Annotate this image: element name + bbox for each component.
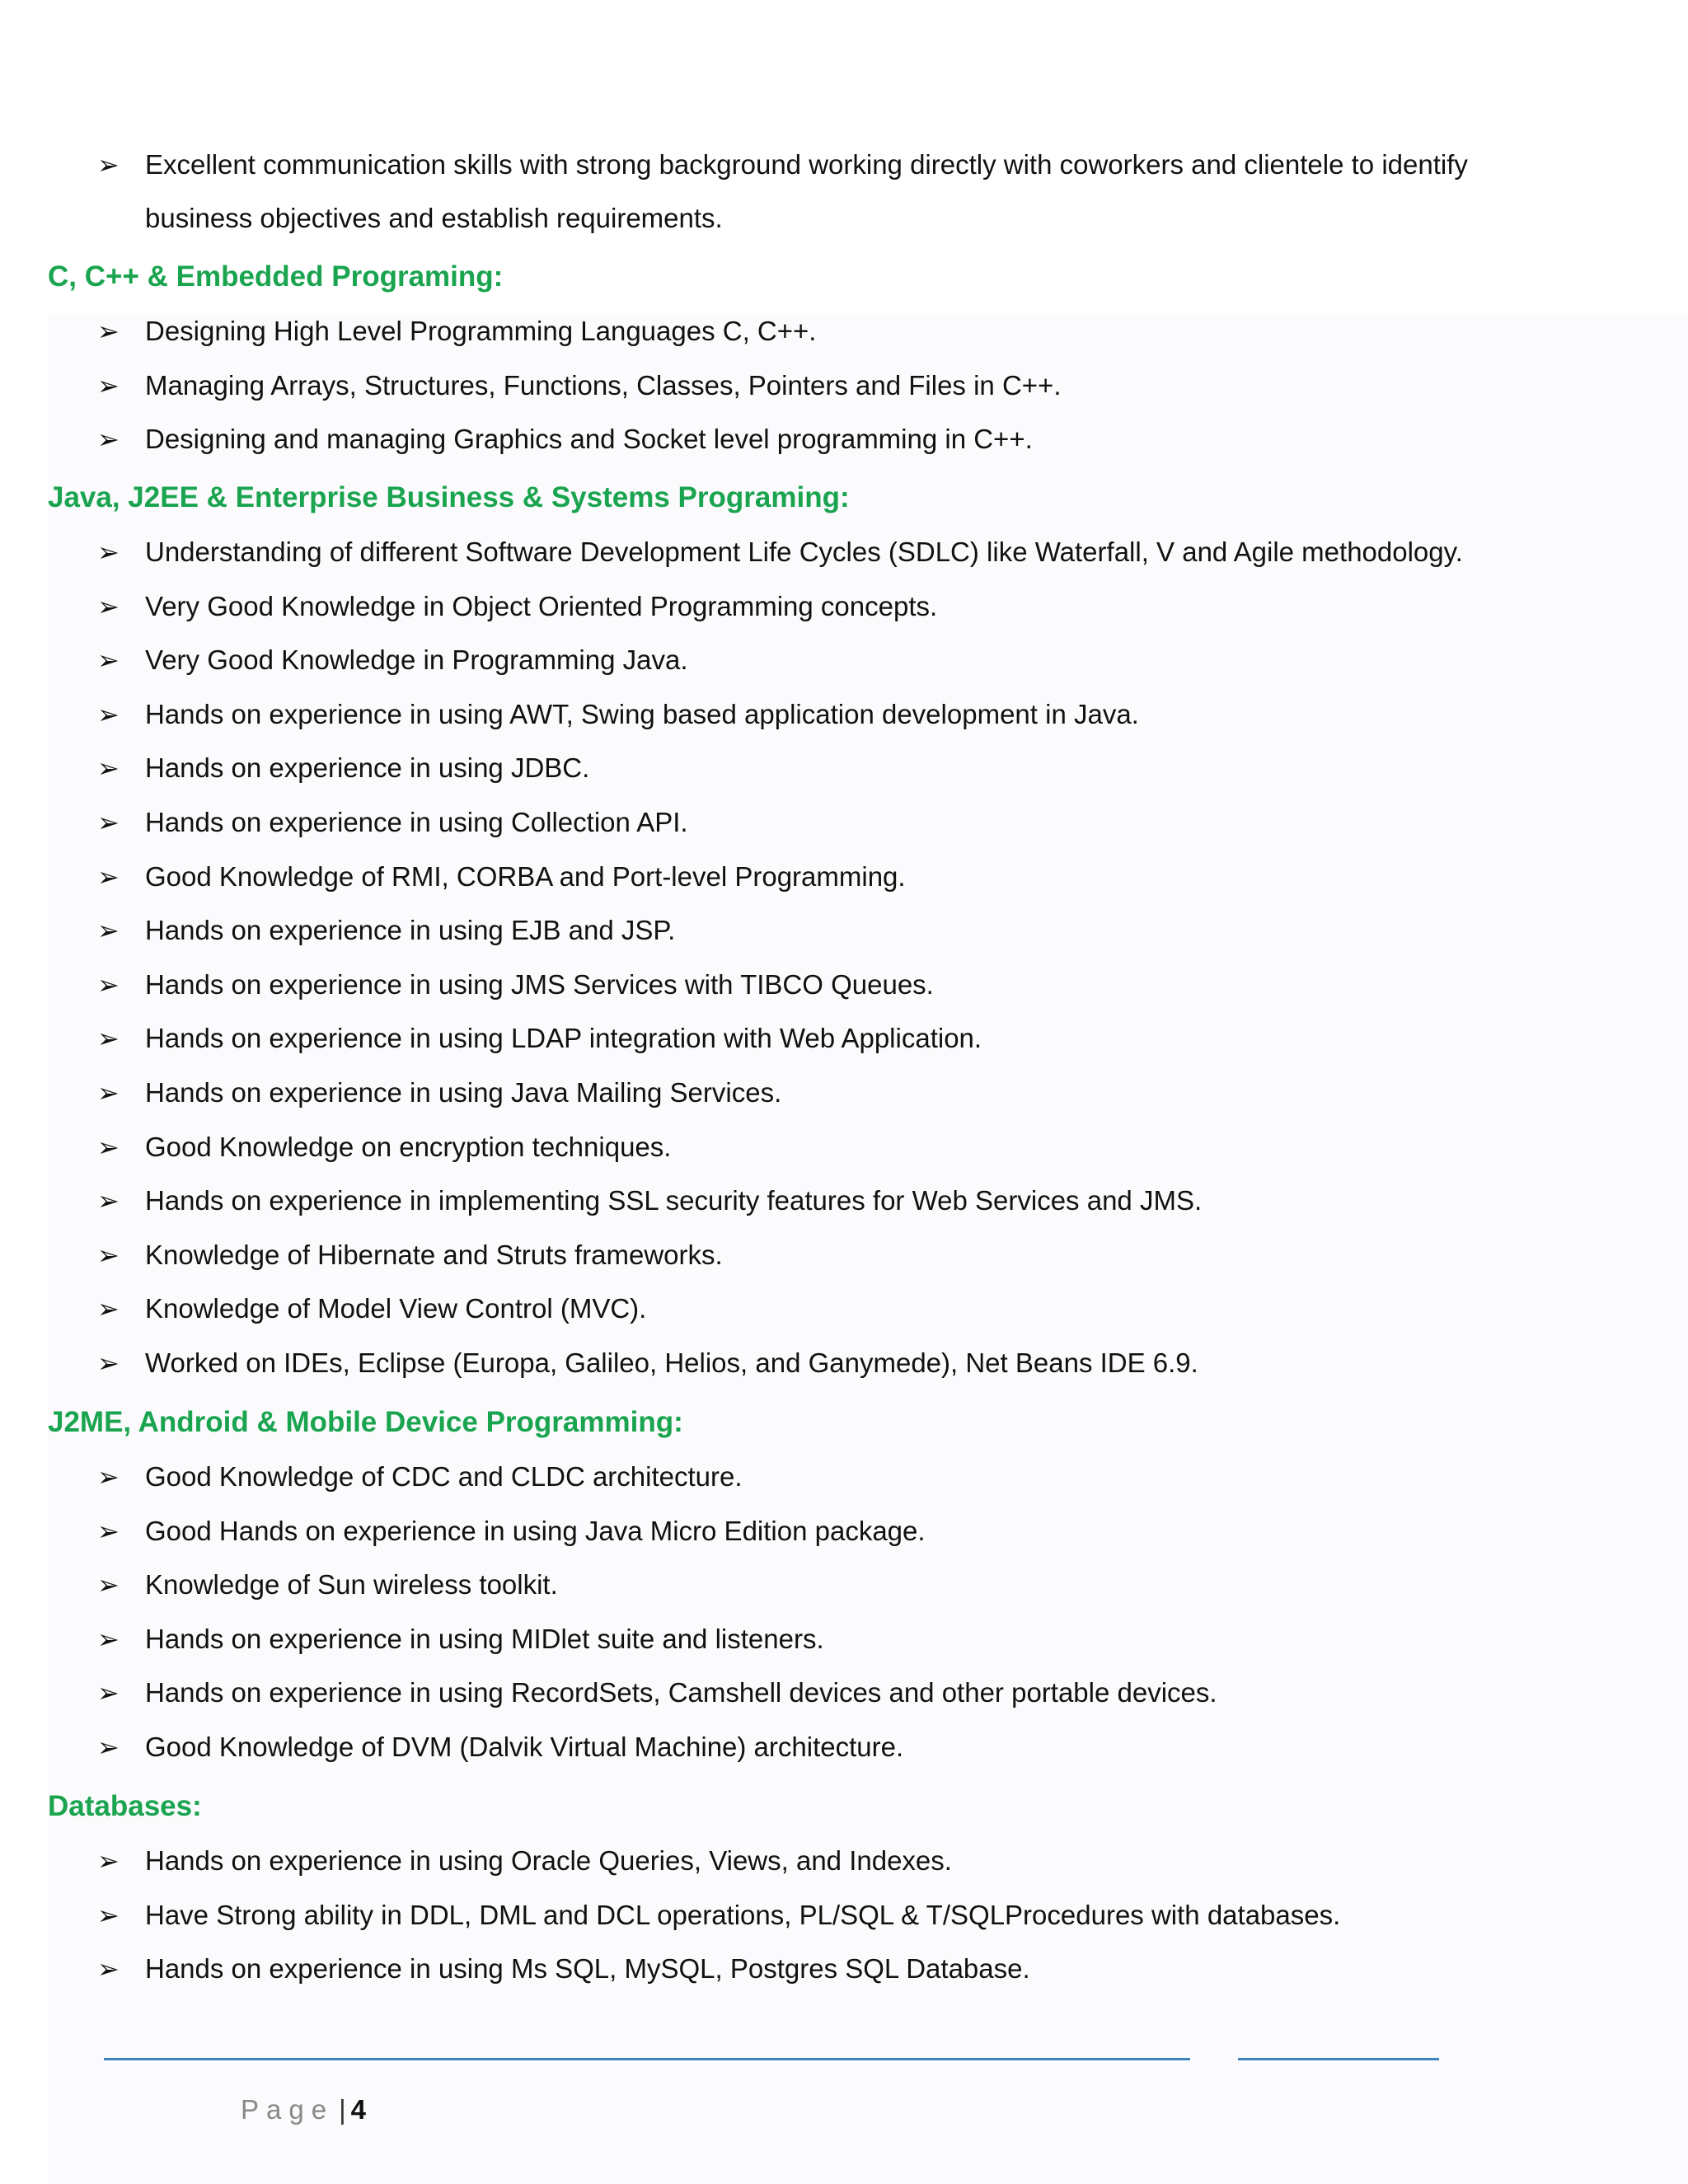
- bullet-text: Managing Arrays, Structures, Functions, Classes, Pointers and Files in C++.: [145, 369, 1062, 401]
- arrow-bullet-icon: ➢: [97, 1348, 120, 1378]
- arrow-bullet-icon: ➢: [97, 1900, 120, 1930]
- arrow-bullet-icon: ➢: [97, 1078, 120, 1108]
- arrow-bullet-icon: ➢: [97, 1570, 120, 1601]
- bullet-text: Hands on experience in using Ms SQL, MySQL, Postgres SQL Database.: [145, 1953, 1030, 1985]
- arrow-bullet-icon: ➢: [97, 1732, 120, 1762]
- bullet-text: Hands on experience in using Java Mailing Services.: [145, 1077, 782, 1108]
- bullet-text: Have Strong ability in DDL, DML and DCL operations, PL/SQL & T/SQLProcedures with databases.: [145, 1899, 1341, 1930]
- arrow-bullet-icon: ➢: [97, 699, 120, 729]
- arrow-bullet-icon: ➢: [97, 645, 120, 676]
- section-heading: Java, J2EE & Enterprise Business & Systems Programing:: [48, 481, 850, 513]
- bullet-text: Very Good Knowledge in Programming Java.: [145, 644, 688, 676]
- arrow-bullet-icon: ➢: [97, 1678, 120, 1708]
- intro-continuation: business objectives and establish requirements.: [145, 203, 723, 233]
- arrow-bullet-icon: ➢: [97, 1516, 120, 1546]
- arrow-bullet-icon: ➢: [97, 1954, 120, 1985]
- bullet-text: Knowledge of Hibernate and Struts frameworks.: [145, 1239, 723, 1270]
- bullet-text: Understanding of different Software Development Life Cycles (SDLC) like Waterfall, V and Agile methodology.: [145, 537, 1463, 567]
- arrow-bullet-icon: ➢: [97, 1024, 120, 1054]
- bullet-text: Hands on experience in using JDBC.: [145, 752, 590, 784]
- arrow-bullet-icon: ➢: [97, 916, 120, 946]
- arrow-bullet-icon: ➢: [97, 1132, 120, 1162]
- arrow-bullet-icon: ➢: [97, 1294, 120, 1324]
- bullet-text: Hands on experience in using Oracle Queries, Views, and Indexes.: [145, 1845, 952, 1876]
- arrow-bullet-icon: ➢: [97, 1462, 120, 1492]
- bullet-text: Designing and managing Graphics and Socket level programming in C++.: [145, 424, 1033, 455]
- bullet-text: Good Knowledge of DVM (Dalvik Virtual Machine) architecture.: [145, 1732, 904, 1762]
- footer-separator: |: [339, 2094, 346, 2125]
- bullet-text: Worked on IDEs, Eclipse (Europa, Galileo, Helios, and Ganymede), Net Beans IDE 6.9.: [145, 1347, 1198, 1378]
- arrow-bullet-icon: ➢: [97, 537, 120, 567]
- arrow-bullet-icon: ➢: [97, 1624, 120, 1654]
- bullet-text: Knowledge of Sun wireless toolkit.: [145, 1569, 558, 1601]
- bullet-text: Excellent communication skills with strong background working directly with coworkers and clientele to identify: [145, 149, 1468, 180]
- section-heading: C, C++ & Embedded Programing:: [48, 260, 504, 293]
- bullet-text: Hands on experience in implementing SSL security features for Web Services and JMS.: [145, 1185, 1203, 1216]
- bullet-text: Hands on experience in using AWT, Swing based application development in Java.: [145, 698, 1139, 729]
- section-heading: J2ME, Android & Mobile Device Programming:: [48, 1406, 683, 1438]
- footer-rule-left: [104, 2058, 1190, 2060]
- bullet-text: Good Knowledge on encryption techniques.: [145, 1131, 672, 1162]
- arrow-bullet-icon: ➢: [97, 591, 120, 621]
- bullet-text: Hands on experience in using JMS Services with TIBCO Queues.: [145, 968, 934, 1000]
- bullet-text: Knowledge of Model View Control (MVC).: [145, 1293, 647, 1324]
- section-heading: Databases:: [48, 1790, 202, 1822]
- arrow-bullet-icon: ➢: [97, 1186, 120, 1216]
- bullet-text: Good Knowledge of RMI, CORBA and Port-level Programming.: [145, 860, 906, 892]
- arrow-bullet-icon: ➢: [97, 1240, 120, 1270]
- page-number: 4: [350, 2094, 367, 2125]
- bullet-text: Hands on experience in using EJB and JSP.: [145, 915, 676, 946]
- bullet-text: Very Good Knowledge in Object Oriented Programming concepts.: [145, 590, 938, 621]
- footer-rule-right: [1238, 2058, 1439, 2060]
- arrow-bullet-icon: ➢: [97, 150, 120, 180]
- page-label: Page: [241, 2094, 335, 2125]
- page-footer: [241, 2092, 366, 2128]
- bullet-text: Hands on experience in using LDAP integration with Web Application.: [145, 1023, 982, 1054]
- arrow-bullet-icon: ➢: [97, 969, 120, 1000]
- bullet-text: Hands on experience in using Collection API.: [145, 807, 688, 837]
- arrow-bullet-icon: ➢: [97, 808, 120, 837]
- bullet-text: Designing High Level Programming Languages C, C++.: [145, 316, 817, 346]
- arrow-bullet-icon: ➢: [97, 370, 120, 401]
- bullet-text: Good Knowledge of CDC and CLDC architecture.: [145, 1461, 743, 1492]
- arrow-bullet-icon: ➢: [97, 1846, 120, 1876]
- arrow-bullet-icon: ➢: [97, 753, 120, 784]
- arrow-bullet-icon: ➢: [97, 861, 120, 892]
- bullet-text: Hands on experience in using RecordSets, Camshell devices and other portable devices.: [145, 1677, 1217, 1708]
- bullet-text: Hands on experience in using MIDlet suite and listeners.: [145, 1623, 824, 1654]
- arrow-bullet-icon: ➢: [97, 316, 120, 346]
- arrow-bullet-icon: ➢: [97, 424, 120, 455]
- bullet-text: Good Hands on experience in using Java Micro Edition package.: [145, 1515, 926, 1546]
